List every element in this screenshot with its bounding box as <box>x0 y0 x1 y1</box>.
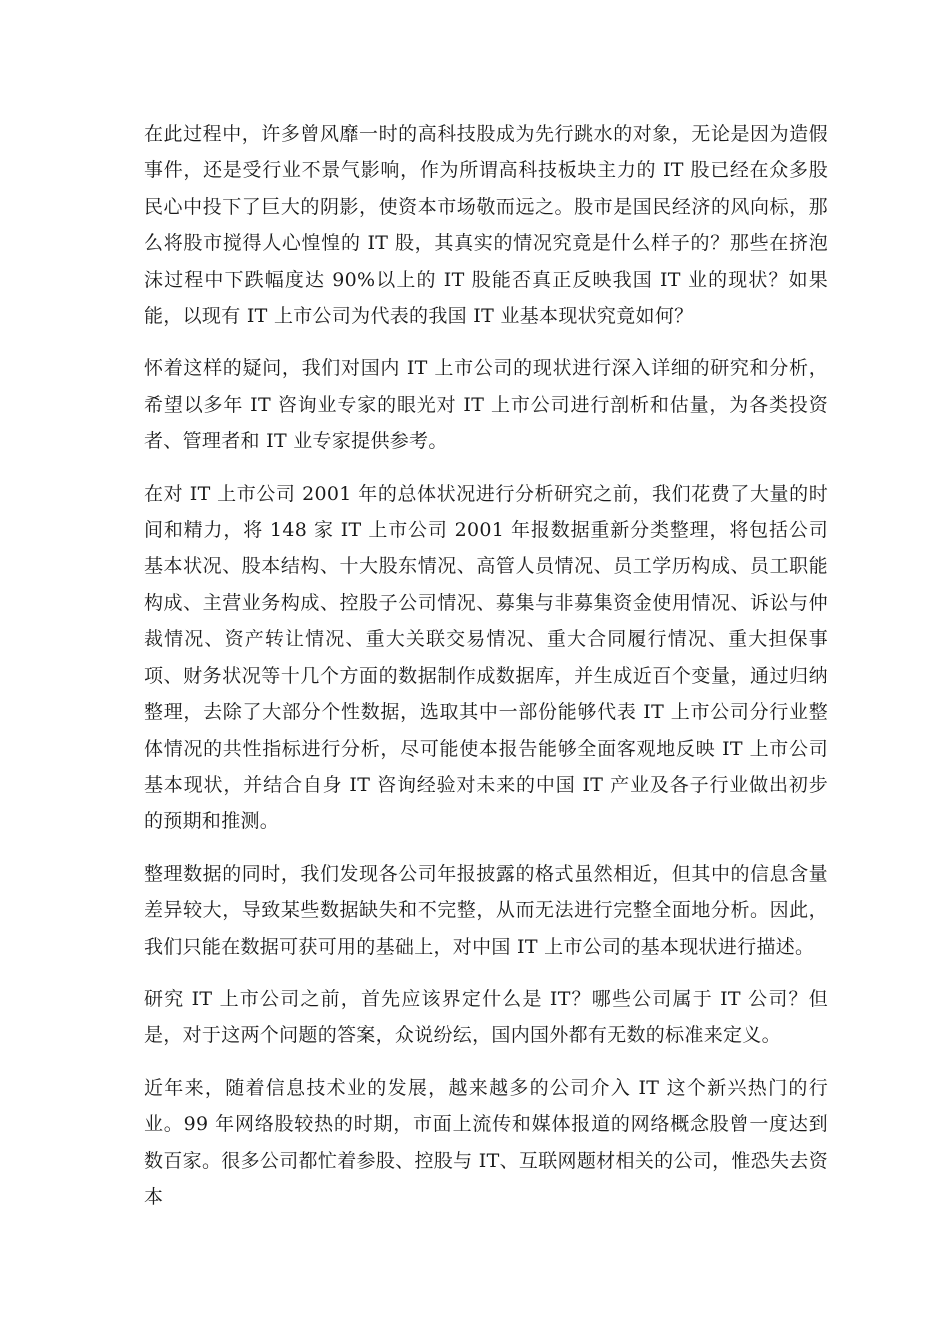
paragraph-2: 怀着这样的疑问，我们对国内 IT 上市公司的现状进行深入详细的研究和分析，希望以多年 IT 咨询业专家的眼光对 IT 上市公司进行剖析和估量，为各类投资者、管理者和 IT 业专家提供参考。 <box>144 357 828 453</box>
paragraph-6: 近年来，随着信息技术业的发展，越来越多的公司介入 IT 这个新兴热门的行业。99 年网络股较热的时期，市面上流传和媒体报道的网络概念股曾一度达到数百家。很多公司都忙着参股、控股与 IT、互联网题材相关的公司，惟恐失去资本 <box>144 1076 828 1208</box>
paragraph-3: 在对 IT 上市公司 2001 年的总体状况进行分析研究之前，我们花费了大量的时间和精力，将 148 家 IT 上市公司 2001 年报数据重新分类整理，将包括公司基本状况、股本结构、十大股东情况、高管人员情况、员工学历构成、员工职能构成、主营业务构成、控股子公司情况、募集与非募集资金使用情况、诉讼与仲裁情况、资产转让情况、重大关联交易情况、重大合同履行情况、重大担保事项、财务状况等十几个方面的数据制作成数据库，并生成近百个变量，通过归纳整理，去除了大部分个性数据，选取其中一部份能够代表 IT 上市公司分行业整体情况的共性指标进行分析，尽可能使本报告能够全面客观地反映 IT 上市公司基本现状，并结合自身 IT 咨询经验对未来的中国 IT 产业及各子行业做出初步的预期和推测。 <box>144 482 828 833</box>
paragraph-4: 整理数据的同时，我们发现各公司年报披露的格式虽然相近，但其中的信息含量差异较大，导致某些数据缺失和不完整，从而无法进行完整全面地分析。因此，我们只能在数据可获可用的基础上，对中国 IT 上市公司的基本现状进行描述。 <box>144 862 828 958</box>
document-body <box>144 116 828 1231</box>
paragraph-5: 研究 IT 上市公司之前，首先应该界定什么是 IT？哪些公司属于 IT 公司？但是，对于这两个问题的答案，众说纷纭，国内国外都有无数的标准来定义。 <box>144 987 828 1047</box>
paragraph-1: 在此过程中，许多曾风靡一时的高科技股成为先行跳水的对象，无论是因为造假事件，还是受行业不景气影响，作为所谓高科技板块主力的 IT 股已经在众多股民心中投下了巨大的阴影，使资本市场敬而远之。股市是国民经济的风向标，那么将股市搅得人心惶惶的 IT 股，其真实的情况究竟是什么样子的？那些在挤泡沫过程中下跌幅度达 90%以上的 IT 股能否真正反映我国 IT 业的现状？如果能，以现有 IT 上市公司为代表的我国 IT 业基本现状究竟如何？ <box>144 123 828 328</box>
